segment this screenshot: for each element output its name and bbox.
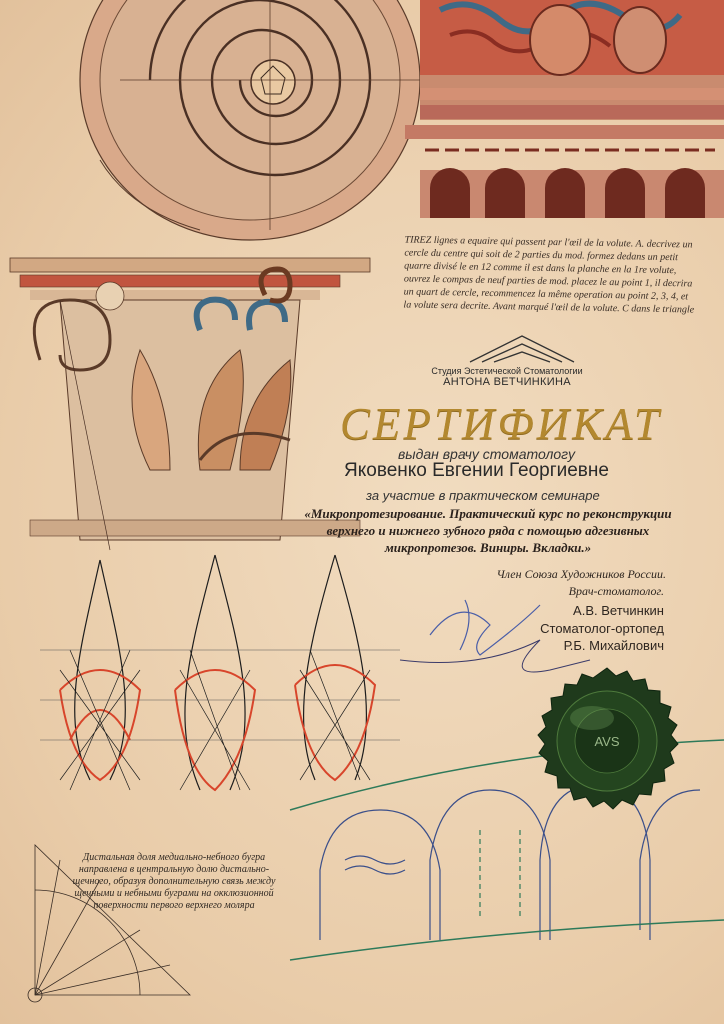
signer2-name: Р.Б. Михайлович xyxy=(563,638,664,653)
cornice-top-right xyxy=(405,0,724,218)
volute-spiral xyxy=(80,0,420,240)
recipient-name: Яковенко Евгении Георгиевне xyxy=(344,460,609,481)
studio-name-line2: АНТОНА ВЕТЧИНКИНА xyxy=(443,376,571,388)
seal-text: AVS xyxy=(594,734,620,749)
signer1-title: Врач-стоматолог. xyxy=(568,584,664,598)
signature-scribbles xyxy=(400,600,590,672)
studio-name-line1: Студия Эстетической Стоматологии xyxy=(431,366,583,376)
signer1-name: А.В. Ветчинкин xyxy=(573,603,664,618)
studio-logo xyxy=(470,336,574,362)
course-title: «Микропротезирование. Практический курс по реконструкции верхнего и нижнего зубного ряда с помощью адгезивных микропротезов. Виниры. Вкладки.» xyxy=(304,506,672,555)
seal-stamp xyxy=(532,666,682,816)
signer-membership: Член Союза Художников России. xyxy=(496,567,666,581)
participation-label: за участие в практическом семинаре xyxy=(366,488,600,503)
certificate-title: СЕРТИФИКАТ xyxy=(340,399,662,449)
french-engraving-text: TIREZ lignes a equaire qui passent par l'œil de la volute. A. decrivez un cercle du centre qui soit de 2 parties du mod. formez dedans un petit quarre divisé le en 12 comme il est dans la planche en la 1re volute, ouvrez le compas de neuf parties de mod. placez le au point 1, il decrira un quart de cercle, recommencez la même operation au point 2, 3, 4, et la volute sera decrite. Avant marqué l'œil de la volute. C dans le triangle xyxy=(403,234,695,316)
tooth-cusp-drawings xyxy=(40,555,400,790)
molar-caption: Дистальная доля медиально-небного бугра направлена в центральную долю дистально-щечного, образуя дополнительную связь между щечными и небными буграми на окклюзионной поверхности первого верхнего моляра xyxy=(72,852,276,911)
issued-to-label: выдан врачу стоматологу xyxy=(398,446,576,462)
signer2-title: Стоматолог-ортопед xyxy=(540,621,664,636)
